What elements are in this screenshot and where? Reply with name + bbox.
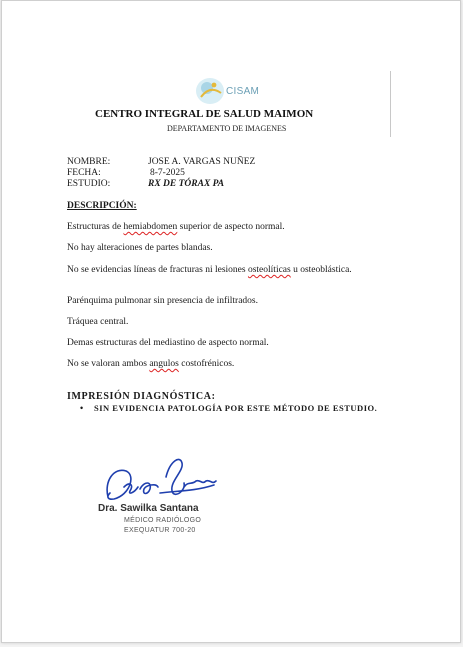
department-name: DEPARTAMENTO DE IMAGENES (167, 124, 287, 133)
date-label: FECHA: (67, 168, 101, 178)
study-label: ESTUDIO: (67, 179, 111, 189)
impression-text: SIN EVIDENCIA PATOLOGÍA POR ESTE MÉTODO DE ESTUDIO. (94, 403, 378, 413)
header-divider (390, 71, 391, 137)
signer-title: MÉDICO RADIÓLOGO (124, 517, 202, 524)
date-value: 8-7-2025 (150, 168, 185, 178)
finding-4: Parénquima pulmonar sin presencia de infiltrados. (67, 296, 259, 306)
finding-7: No se valoran ambos angulos costofrénicos. (67, 359, 235, 369)
institution-name: CENTRO INTEGRAL DE SALUD MAIMON (95, 108, 314, 120)
finding-5: Tráquea central. (67, 317, 129, 327)
handwritten-signature (100, 451, 220, 507)
finding-6: Demas estructuras del mediastino de aspecto normal. (67, 338, 269, 348)
document-page (1, 0, 461, 643)
finding-2: No hay alteraciones de partes blandas. (67, 243, 213, 253)
name-label: NOMBRE: (67, 157, 111, 167)
bullet-icon: • (80, 403, 84, 413)
logo-text: CISAM (226, 86, 260, 97)
signer-name: Dra. Sawilka Santana (98, 503, 199, 514)
list-item (80, 403, 377, 413)
impression-list (80, 403, 377, 413)
finding-1: Estructuras de hemiabdomen superior de aspecto normal. (67, 222, 285, 232)
study-value: RX DE TÓRAX PA (148, 179, 225, 189)
description-title: DESCRIPCIÓN: (67, 201, 137, 211)
name-value: JOSE A. VARGAS NUÑEZ (148, 157, 256, 167)
impression-title: IMPRESIÓN DIAGNÓSTICA: (67, 391, 216, 402)
finding-3: No se evidencias líneas de fracturas ni lesiones osteolíticas u osteoblástica. (67, 265, 352, 275)
signer-exequatur: EXEQUATUR 700-20 (124, 527, 196, 534)
